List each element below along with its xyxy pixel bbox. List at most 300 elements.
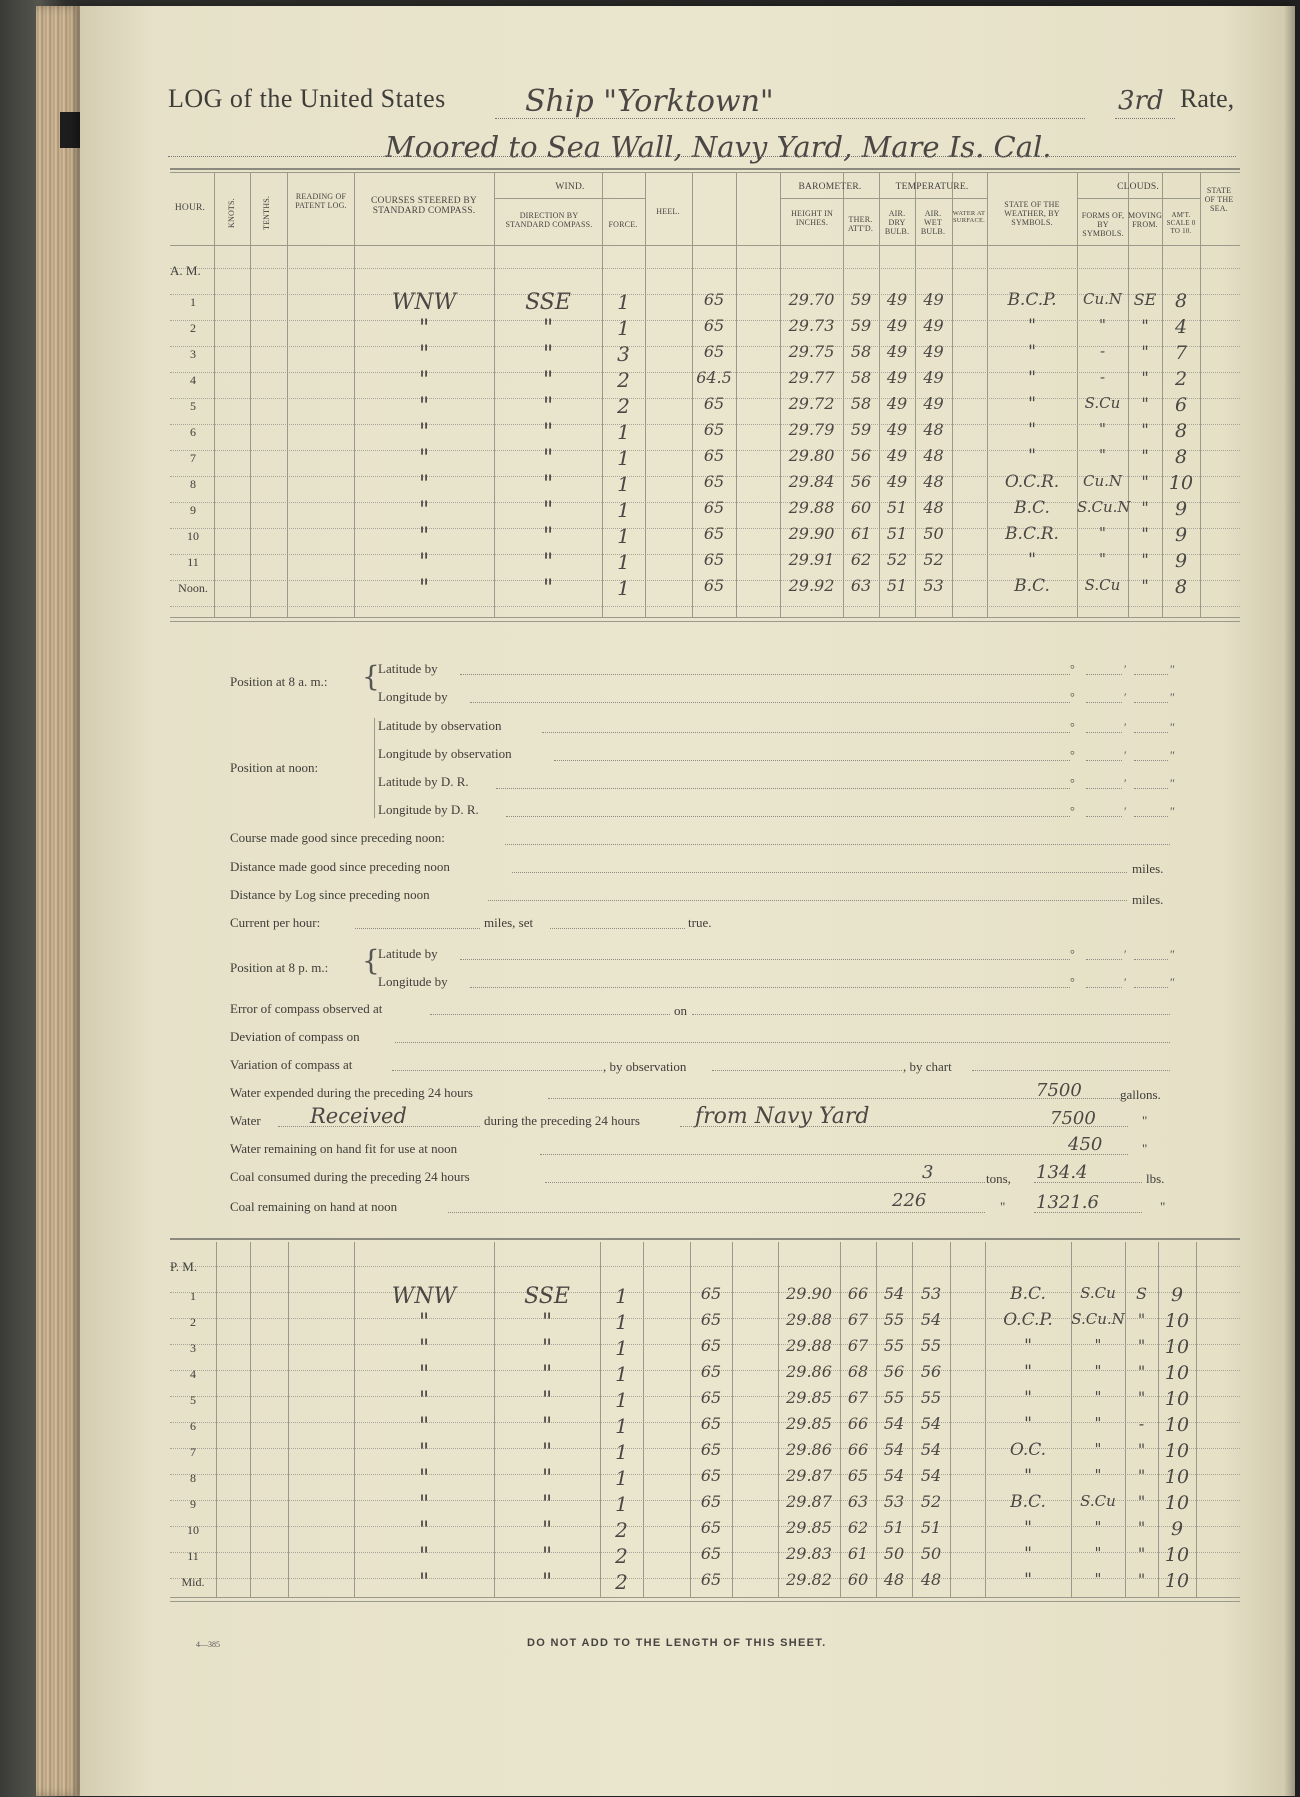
cell-force: 1 — [615, 1414, 628, 1438]
cell-wet: 52 — [923, 550, 944, 569]
cell-course: " — [418, 550, 430, 575]
cell-weather: O.C.R. — [1004, 472, 1060, 492]
cell-moving: " — [1137, 1310, 1146, 1329]
cell-wet: 49 — [923, 290, 944, 309]
table-bottom-rule-2 — [170, 621, 1240, 622]
binding-clip — [60, 112, 82, 148]
cell-forms: " — [1094, 1336, 1102, 1354]
am-label: A. M. — [170, 263, 201, 278]
coal-consumed-tons-label: tons, — [986, 1171, 1011, 1186]
cell-ther: 61 — [850, 524, 872, 543]
cell-moving: " — [1137, 1544, 1146, 1563]
cell-extra: 65 — [703, 394, 725, 413]
cell-wet: 48 — [923, 446, 944, 465]
long-dr: Longitude by D. R. — [378, 802, 479, 817]
cell-forms: " — [1099, 524, 1106, 542]
cell-forms: " — [1099, 316, 1106, 334]
cell-forms: S.Cu — [1084, 394, 1121, 412]
dist-made-miles: miles. — [1132, 861, 1164, 876]
footer-note: DO NOT ADD TO THE LENGTH OF THIS SHEET. — [527, 1637, 827, 1649]
cell-weather: O.C.P. — [1003, 1310, 1053, 1330]
second-mark: ″ — [1170, 690, 1175, 704]
minute-mark: ′ — [1124, 690, 1127, 704]
cell-weather: " — [1028, 394, 1036, 414]
location-rule — [168, 156, 1236, 157]
cell-dry: 49 — [886, 446, 908, 465]
error-compass-on: on — [674, 1003, 687, 1018]
lat-by-8am: Latitude by — [378, 661, 438, 676]
cell-weather: " — [1028, 316, 1036, 336]
cell-height: 29.86 — [786, 1362, 832, 1381]
cell-extra: 65 — [703, 290, 725, 309]
cell-wet: 49 — [923, 342, 944, 361]
header-bottom-rule — [170, 245, 1240, 246]
minutes-line — [1086, 702, 1122, 703]
header-heel: HEEL. — [656, 207, 680, 216]
clouds-subrule — [1077, 198, 1200, 199]
cell-course: " — [418, 420, 430, 445]
row-hour: 3 — [190, 1341, 196, 1355]
coal-remaining-lbs: 1321.6 — [1036, 1192, 1099, 1213]
dist-made-label: Distance made good since preceding noon — [230, 859, 450, 874]
cell-force: 1 — [615, 1440, 628, 1464]
water-received-ditto: " — [1142, 1113, 1148, 1128]
cell-dir: " — [541, 1362, 553, 1387]
rate-rule — [1115, 118, 1175, 119]
cell-amount: 4 — [1174, 316, 1188, 338]
cell-dir: " — [542, 368, 554, 393]
cell-course: " — [418, 394, 430, 419]
cell-height: 29.72 — [788, 394, 835, 413]
cell-dry: 48 — [883, 1570, 905, 1589]
deviation-line — [395, 1042, 1170, 1043]
water-received-word: Received — [310, 1104, 407, 1128]
cell-amount: 9 — [1174, 550, 1188, 572]
coal-remaining-lbs-ditto: " — [1160, 1199, 1166, 1214]
cell-ther: 63 — [850, 576, 872, 595]
cell-moving: " — [1137, 1518, 1146, 1537]
error-compass-on-line — [692, 1014, 1170, 1015]
current-line — [355, 928, 480, 929]
cell-weather: B.C.R. — [1005, 524, 1059, 544]
cell-wet: 50 — [923, 524, 944, 543]
row-hour: Mid. — [181, 1575, 205, 1589]
cell-force: 1 — [615, 1336, 628, 1360]
variation-label: Variation of compass at — [230, 1057, 353, 1072]
minutes-line — [1086, 760, 1122, 761]
cell-extra: 65 — [703, 446, 725, 465]
cell-dry: 56 — [883, 1362, 905, 1381]
cell-moving: " — [1137, 1570, 1146, 1589]
water-received-value: 7500 — [1050, 1108, 1096, 1129]
water-expended-value: 7500 — [1036, 1080, 1082, 1101]
cell-extra: 65 — [703, 342, 725, 361]
cell-wet: 53 — [920, 1284, 942, 1303]
table-top-rule-2 — [170, 172, 1240, 173]
cell-height: 29.79 — [788, 420, 835, 439]
minutes-line — [1086, 987, 1122, 988]
table-bottom-rule — [170, 1597, 1240, 1598]
cell-dry: 49 — [886, 368, 908, 387]
cell-course: " — [418, 368, 430, 393]
cell-weather: B.C. — [1014, 498, 1050, 518]
cell-ther: 59 — [850, 420, 872, 439]
cell-extra: 65 — [703, 550, 725, 569]
long-by-8pm: Longitude by — [378, 974, 448, 989]
deviation-label: Deviation of compass on — [230, 1029, 360, 1044]
cell-force: 2 — [617, 394, 630, 418]
cell-dir: " — [542, 394, 554, 419]
header-air-dry: AIR. DRY BULB. — [884, 209, 910, 236]
table-bottom-rule — [170, 617, 1240, 618]
minute-mark: ′ — [1124, 947, 1127, 961]
cell-amount: 8 — [1174, 446, 1188, 468]
cell-course: " — [418, 1518, 430, 1543]
cell-ther: 66 — [847, 1284, 869, 1303]
cell-dry: 55 — [883, 1336, 905, 1355]
lat-dr-line — [496, 788, 1070, 789]
lat-by-8pm: Latitude by — [378, 946, 438, 961]
coal-remaining-ditto: " — [1000, 1199, 1006, 1214]
cell-extra: 65 — [700, 1388, 722, 1407]
variation-by-chart: , by chart — [903, 1059, 952, 1074]
cell-ther: 63 — [847, 1492, 869, 1511]
cell-weather: " — [1024, 1336, 1032, 1356]
cell-extra: 65 — [700, 1414, 722, 1433]
header-weather: STATE OF THE WEATHER, BY SYMBOLS. — [1004, 200, 1060, 227]
log-title-prefix: LOG of the United States — [168, 84, 446, 113]
cell-ther: 58 — [850, 342, 872, 361]
seconds-line — [1134, 732, 1168, 733]
row-rule — [170, 1266, 1240, 1267]
cell-moving: " — [1137, 1492, 1146, 1511]
header-cloud-moving: MOVING FROM. — [1128, 211, 1163, 229]
cell-forms: " — [1094, 1414, 1102, 1432]
cell-course: " — [418, 1310, 430, 1335]
cell-amount: 7 — [1174, 342, 1188, 364]
cell-height: 29.90 — [786, 1284, 832, 1303]
cell-ther: 61 — [847, 1544, 869, 1563]
cell-dry: 51 — [886, 498, 908, 517]
header-sea-state: STATE OF THE SEA. — [1204, 186, 1234, 213]
cell-dir: " — [542, 524, 554, 549]
cell-wet: 49 — [923, 368, 944, 387]
pos-noon-label: Position at noon: — [230, 760, 319, 775]
long-dr-line — [506, 816, 1070, 817]
cell-forms: S.Cu — [1084, 576, 1121, 594]
row-hour: 11 — [187, 555, 199, 569]
cell-course: " — [418, 1388, 430, 1413]
degree-mark: ° — [1070, 748, 1075, 762]
cell-weather: B.C. — [1010, 1284, 1046, 1304]
second-mark: ″ — [1170, 804, 1175, 818]
cell-height: 29.82 — [786, 1570, 832, 1589]
cell-wet: 54 — [920, 1466, 942, 1485]
cell-wet: 49 — [923, 316, 944, 335]
cell-moving: " — [1141, 550, 1149, 569]
header-ther-att: THER. ATT'D. — [847, 215, 874, 233]
cell-forms: " — [1094, 1440, 1102, 1458]
long-by-8am: Longitude by — [378, 689, 448, 704]
cell-forms: " — [1094, 1362, 1102, 1380]
coal-consumed-label: Coal consumed during the preceding 24 hours — [230, 1169, 470, 1184]
second-mark: ″ — [1170, 776, 1175, 790]
cell-extra: 65 — [700, 1310, 722, 1329]
cell-force: 1 — [617, 550, 630, 574]
pos-8pm-label: Position at 8 p. m.: — [230, 960, 329, 975]
current-true: true. — [688, 915, 712, 930]
header-tenths: TENTHS. — [262, 195, 271, 231]
cell-dir: " — [542, 472, 554, 497]
long-obs: Longitude by observation — [378, 746, 512, 761]
minutes-line — [1086, 788, 1122, 789]
cell-dir: " — [542, 446, 554, 471]
cell-amount: 6 — [1174, 394, 1188, 416]
cell-dry: 49 — [886, 316, 908, 335]
row-hour: 6 — [190, 425, 196, 439]
cell-forms: " — [1099, 446, 1106, 464]
cell-dir: SSE — [525, 290, 571, 315]
cell-ther: 62 — [847, 1518, 869, 1537]
dist-log-line — [488, 900, 1127, 901]
cell-weather: " — [1028, 420, 1036, 440]
pos-8am-label: Position at 8 a. m.: — [230, 674, 328, 689]
cell-wet: 55 — [920, 1336, 942, 1355]
header-barometer: BAROMETER. — [798, 182, 862, 192]
degree-mark: ° — [1070, 776, 1075, 790]
cell-forms: " — [1099, 550, 1106, 568]
cell-ther: 58 — [850, 394, 872, 413]
header-wind-force: FORCE. — [608, 220, 638, 229]
cell-course: WNW — [391, 290, 457, 315]
cell-extra: 65 — [700, 1492, 722, 1511]
cell-wet: 53 — [923, 576, 944, 595]
cell-dry: 50 — [883, 1544, 905, 1563]
cell-amount: 10 — [1164, 1440, 1190, 1462]
lat-obs-line — [542, 732, 1070, 733]
coal-consumed-lbs-label: lbs. — [1146, 1171, 1165, 1186]
header-clouds: CLOUDS. — [1117, 182, 1159, 192]
row-hour: 9 — [190, 503, 196, 517]
cell-dry: 55 — [883, 1388, 905, 1407]
cell-force: 1 — [617, 446, 630, 470]
cell-forms: - — [1099, 342, 1106, 360]
cell-height: 29.88 — [786, 1336, 832, 1355]
cell-amount: 8 — [1174, 290, 1188, 312]
cell-dir: " — [541, 1414, 553, 1439]
cell-wet: 52 — [920, 1492, 942, 1511]
cell-forms: S.Cu.N — [1077, 498, 1131, 516]
seconds-line — [1134, 702, 1168, 703]
cell-course: " — [418, 472, 430, 497]
cell-forms: S.Cu.N — [1071, 1310, 1125, 1328]
cell-force: 1 — [615, 1466, 628, 1490]
cell-weather: B.C.P. — [1007, 290, 1057, 310]
row-hour: 6 — [190, 1419, 196, 1433]
seconds-line — [1134, 959, 1168, 960]
cell-extra: 65 — [700, 1284, 722, 1303]
cell-extra: 64.5 — [696, 368, 732, 387]
cell-dry: 51 — [886, 576, 908, 595]
ship-location: Moored to Sea Wall, Navy Yard, Mare Is. Cal. — [385, 130, 1052, 164]
cell-force: 1 — [615, 1492, 628, 1516]
cell-moving: " — [1141, 498, 1149, 517]
long-line-8pm — [470, 987, 1070, 988]
form-code: 4—385 — [196, 1640, 220, 1649]
cell-dry: 54 — [883, 1466, 905, 1485]
cell-extra: 65 — [703, 524, 725, 543]
header-knots: KNOTS. — [227, 198, 236, 228]
cell-ther: 62 — [850, 550, 872, 569]
cell-weather: " — [1024, 1362, 1032, 1382]
cell-height: 29.75 — [788, 342, 835, 361]
cell-forms: " — [1094, 1544, 1102, 1562]
cell-moving: " — [1141, 472, 1149, 491]
coal-remaining-line — [448, 1212, 985, 1213]
cell-dry: 49 — [886, 342, 908, 361]
header-height: HEIGHT IN INCHES. — [791, 209, 833, 227]
column-rule — [1200, 172, 1201, 617]
minute-mark: ′ — [1124, 720, 1127, 734]
cell-amount: 10 — [1164, 1336, 1190, 1358]
cell-moving: " — [1141, 316, 1149, 335]
cell-forms: Cu.N — [1082, 472, 1123, 490]
cell-wet: 56 — [920, 1362, 942, 1381]
coal-remaining-tons: 226 — [892, 1190, 927, 1211]
cell-dry: 51 — [886, 524, 908, 543]
cell-dry: 49 — [886, 394, 908, 413]
row-hour: 10 — [187, 529, 199, 543]
header-wind-direction: DIRECTION BY STANDARD COMPASS. — [505, 211, 593, 229]
cell-course: WNW — [391, 1284, 457, 1309]
cell-amount: 10 — [1164, 1414, 1190, 1436]
cell-amount: 10 — [1168, 472, 1194, 494]
cell-amount: 10 — [1164, 1570, 1190, 1592]
minute-mark: ′ — [1124, 748, 1127, 762]
cell-dir: " — [542, 576, 554, 601]
column-rule — [950, 1242, 951, 1597]
minutes-line — [1086, 674, 1122, 675]
second-mark: ″ — [1170, 748, 1175, 762]
cell-dir: " — [541, 1570, 553, 1595]
cell-weather: " — [1024, 1414, 1032, 1434]
row-hour: 5 — [190, 399, 196, 413]
minute-mark: ′ — [1124, 975, 1127, 989]
wind-subrule — [494, 198, 645, 199]
cell-forms: " — [1094, 1466, 1102, 1484]
cell-weather: " — [1024, 1518, 1032, 1538]
cell-ther: 67 — [847, 1310, 869, 1329]
cell-moving: " — [1137, 1336, 1146, 1355]
cell-dir: " — [541, 1492, 553, 1517]
cell-course: " — [418, 498, 430, 523]
water-remaining-line — [540, 1154, 1128, 1155]
cell-extra: 65 — [703, 472, 725, 491]
cell-wet: 55 — [920, 1388, 942, 1407]
water-expended-gallons: gallons. — [1120, 1087, 1161, 1102]
header-temperature: TEMPERATURE. — [895, 182, 969, 192]
cell-forms: " — [1094, 1570, 1102, 1588]
cell-extra: 65 — [700, 1518, 722, 1537]
cell-course: " — [418, 1336, 430, 1361]
dist-made-line — [512, 872, 1127, 873]
cell-weather: B.C. — [1010, 1492, 1046, 1512]
cell-wet: 48 — [923, 472, 944, 491]
cell-extra: 65 — [700, 1466, 722, 1485]
coal-consumed-line — [545, 1182, 985, 1183]
variation-chart-line — [972, 1070, 1170, 1071]
column-rule — [645, 172, 646, 617]
cell-extra: 65 — [703, 498, 725, 517]
cell-force: 2 — [617, 368, 630, 392]
cell-course: " — [418, 316, 430, 341]
column-rule — [287, 172, 288, 617]
cell-amount: 10 — [1164, 1362, 1190, 1384]
cell-forms: Cu.N — [1082, 290, 1123, 308]
cell-wet: 50 — [920, 1544, 942, 1563]
cell-weather: " — [1024, 1466, 1032, 1486]
cell-forms: S.Cu — [1080, 1492, 1116, 1510]
cell-ther: 68 — [847, 1362, 869, 1381]
cell-amount: 9 — [1170, 1284, 1184, 1306]
cell-amount: 9 — [1174, 498, 1188, 520]
cell-amount: 9 — [1174, 524, 1188, 546]
row-hour: 4 — [190, 1367, 196, 1381]
cell-dry: 53 — [883, 1492, 905, 1511]
cell-course: " — [418, 1466, 430, 1491]
cell-course: " — [418, 342, 430, 367]
cell-amount: 8 — [1174, 420, 1188, 442]
cell-force: 1 — [615, 1310, 628, 1334]
baro-temp-subrule — [780, 198, 987, 199]
cell-dry: 54 — [883, 1284, 905, 1303]
cell-dir: " — [541, 1440, 553, 1465]
cell-wet: 54 — [920, 1310, 942, 1329]
cell-course: " — [418, 1570, 430, 1595]
cell-ther: 60 — [847, 1570, 869, 1589]
cell-height: 29.83 — [786, 1544, 832, 1563]
row-hour: 5 — [190, 1393, 196, 1407]
header-wind: WIND. — [555, 182, 585, 192]
header-courses: COURSES STEERED BY STANDARD COMPASS. — [370, 196, 477, 216]
cell-extra: 65 — [703, 420, 725, 439]
cell-ther: 56 — [850, 446, 872, 465]
cell-force: 1 — [615, 1362, 628, 1386]
row-rule — [170, 268, 1240, 269]
cell-weather: " — [1024, 1388, 1032, 1408]
cell-dry: 51 — [883, 1518, 905, 1537]
seconds-line — [1134, 674, 1168, 675]
brace-noon — [374, 718, 375, 818]
row-hour: 4 — [190, 373, 196, 387]
cell-course: " — [418, 1440, 430, 1465]
lat-line-8pm — [460, 959, 1070, 960]
cell-dir: " — [542, 420, 554, 445]
dist-log-label: Distance by Log since preceding noon — [230, 887, 430, 902]
table-top-rule — [170, 168, 1240, 170]
cell-force: 1 — [617, 316, 630, 340]
ship-rate-label: Rate, — [1180, 84, 1235, 113]
coal-consumed-lbs: 134.4 — [1036, 1162, 1088, 1183]
column-rule — [1196, 1242, 1197, 1597]
minutes-line — [1086, 959, 1122, 960]
header-water-surface: WATER AT SURFACE. — [952, 210, 986, 224]
cell-dir: " — [541, 1544, 553, 1569]
cell-moving: " — [1141, 368, 1149, 387]
cell-force: 1 — [617, 290, 630, 314]
variation-by-observation: , by observation — [603, 1059, 687, 1074]
degree-mark: ° — [1070, 662, 1075, 676]
